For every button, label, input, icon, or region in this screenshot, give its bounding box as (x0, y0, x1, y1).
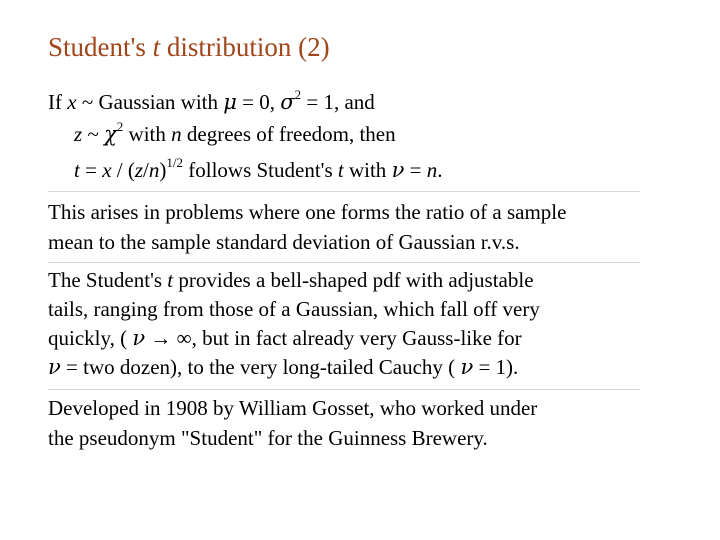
history-line-1: Developed in 1908 by William Gosset, who worked under (48, 396, 538, 420)
definition-line-3 (74, 155, 442, 185)
divider (48, 389, 640, 390)
variable-n: n (426, 158, 438, 182)
history-line-2: the pseudonym "Student" for the Guinness Brewery. (48, 426, 488, 450)
definition-line-1 (48, 87, 375, 117)
nu-symbol: ν (460, 355, 474, 379)
variable-z: z (74, 122, 83, 146)
chi-symbol: χ (104, 122, 117, 146)
text: ) (159, 158, 167, 182)
text: = 1). (473, 355, 519, 379)
nu-symbol: ν (48, 355, 61, 379)
text: = (79, 158, 103, 182)
divider (48, 191, 640, 192)
nu-symbol: ν (391, 158, 405, 182)
variable-x: x (67, 90, 77, 114)
exponent: 2 (116, 119, 124, 134)
variable-t: t (74, 158, 80, 182)
ratio-line-2: mean to the sample standard deviation of Gaussian r.v.s. (48, 230, 520, 254)
text: follows Student's (183, 158, 338, 182)
text: If (48, 90, 68, 114)
text: / ( (111, 158, 135, 182)
text: ~ Gaussian with (76, 90, 224, 114)
ratio-line-1: This arises in problems where one forms the ratio of a sample (48, 200, 567, 224)
text: The Student's (48, 268, 168, 292)
variable-t: t (337, 158, 344, 182)
exponent: 1/2 (166, 155, 183, 170)
variable-t: t (167, 268, 174, 292)
tails-line-3 (48, 323, 522, 353)
text: with (343, 158, 392, 182)
mu-symbol: μ (223, 90, 237, 114)
text: = 1, and (301, 90, 375, 114)
text: → ∞, but in fact already very Gauss-like for (145, 326, 522, 350)
text: provides a bell-shaped pdf with adjustable (173, 268, 534, 292)
text: degrees of freedom, then (181, 122, 396, 146)
sigma-symbol: σ (280, 90, 295, 114)
exponent: 2 (294, 87, 302, 102)
title-variable: t (152, 32, 161, 62)
variable-x: x (102, 158, 112, 182)
text: = two dozen), to the very long-tailed Cauchy ( (60, 355, 461, 379)
tails-line-1 (48, 265, 534, 295)
variable-n: n (171, 122, 182, 146)
slide-title (48, 29, 330, 65)
variable-n: n (148, 158, 160, 182)
text: . (437, 158, 443, 182)
tails-line-4 (48, 352, 518, 382)
definition-line-2 (74, 119, 396, 149)
text: = 0, (236, 90, 281, 114)
variable-z: z (134, 158, 144, 182)
title-suffix: distribution (2) (160, 32, 330, 62)
text: = (404, 158, 427, 182)
text: / (143, 158, 149, 182)
divider (48, 262, 640, 263)
nu-symbol: ν (132, 326, 146, 350)
title-prefix: Student's (48, 32, 153, 62)
text: ~ (82, 122, 105, 146)
tails-line-2: tails, ranging from those of a Gaussian, which fall off very (48, 297, 540, 321)
text: with (123, 122, 172, 146)
text: quickly, ( (48, 326, 133, 350)
